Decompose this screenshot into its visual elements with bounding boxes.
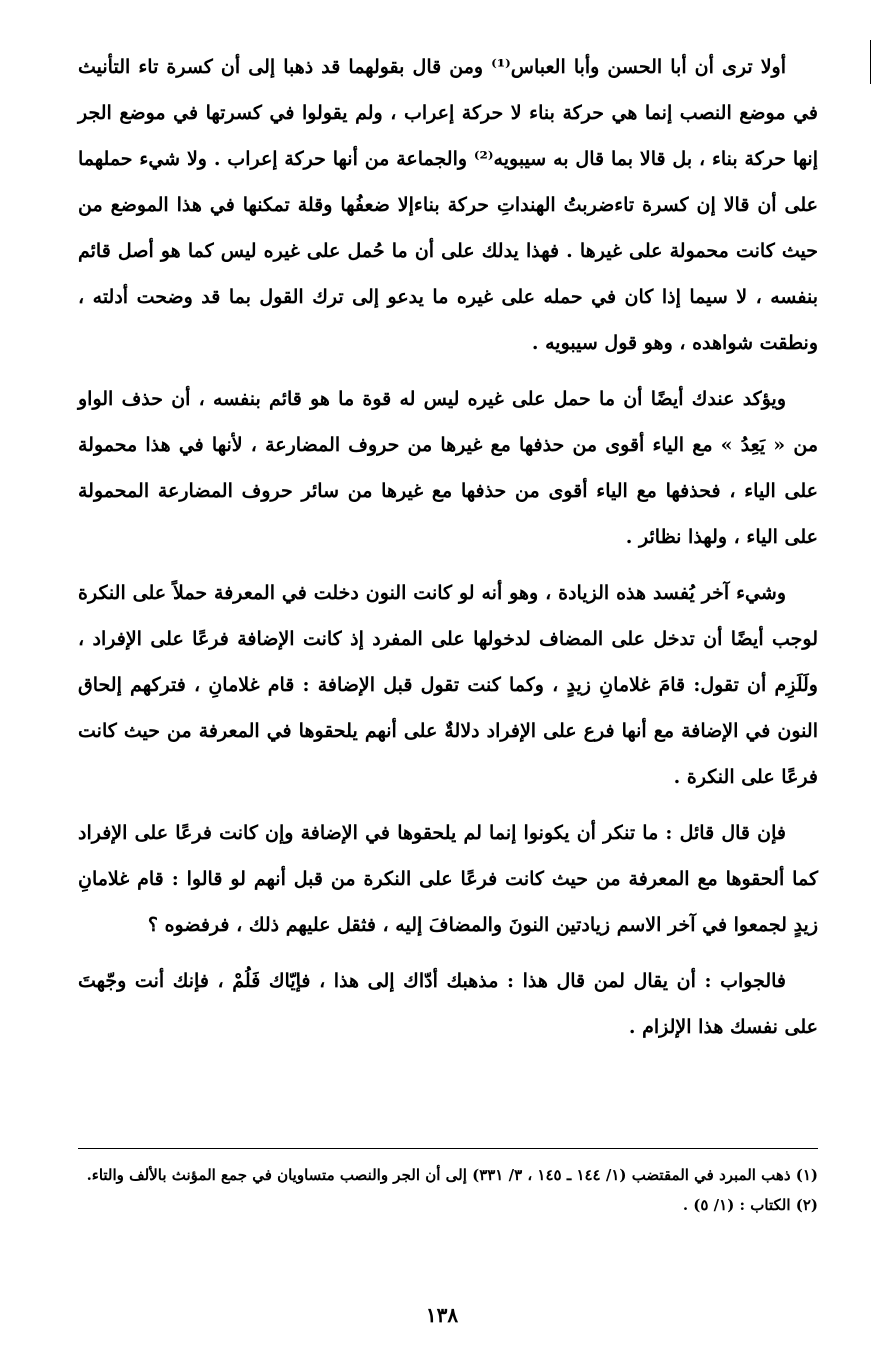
footnote-1: (١) ذهب المبرد في المقتضب (١/ ١٤٤ ـ ١٤٥ ، ٣/ ٣٣١) إلى أن الجر والنصب متساويان في جمع المؤنث بالألف والتاء.: [86, 1166, 818, 1184]
page-number: ١٣٨: [425, 1303, 459, 1327]
paragraph-5: فالجواب : أن يقال لمن قال هذا : مذهبك أدّاك إلى هذا ، فإيّاك فَلُمْ ، فإنك أنت وجّهتَ على نفسك هذا الإلزام .: [78, 970, 818, 1038]
margin-line: [870, 40, 871, 84]
paragraph-1: أولا ترى أن أبا الحسن وأبا العباس⁽¹⁾ ومن قال بقولهما قد ذهبا إلى أن كسرة تاء التأنيث في موضع النصب إنما هي حركة بناء لا حركة إعراب ، ولم يقولوا في كسرتها في موضع الجر إنها حركة بناء ، بل قالا بما قال به سيبويه⁽²⁾ والجماعة من أنها حركة إعراب . ولا شيء حملهما على أن قالا إن كسرة تاءضربتُ الهنداتِ حركة بناءإلا ضعفُها وقلة تمكنها في هذا الموضع من حيث كانت محمولة على غيرها . فهذا يدلك على أن ما حُمل على غيره ليس كما هو أصل قائم بنفسه ، لا سيما إذا كان في حمله على غيره ما يدعو إلى ترك القول بما قد وضحت أدلته ، ونطقت شواهده ، وهو قول سيبويه .: [78, 56, 818, 354]
footnote-2: (٢) الكتاب : (١/ ٥) .: [682, 1196, 818, 1214]
footnotes: [78, 1160, 818, 1220]
footnote-separator: [78, 1148, 818, 1149]
paragraph-3: وشيء آخر يُفسد هذه الزيادة ، وهو أنه لو كانت النون دخلت في المعرفة حملاً على النكرة لوجب أيضًا أن تدخل على المضاف لدخولها على المفرد إذ كانت الإضافة فرعًا على الإفراد ، ولَلَزِم أن تقول: قامَ غلامانِ زيدٍ ، وكما كنت تقول قبل الإضافة : قام غلامانِ ، فتركهم إلحاق النون في الإضافة مع أنها فرع على الإفراد دلالةٌ على أنهم يلحقوها في المعرفة من حيث كانت فرعًا على النكرة .: [78, 582, 818, 788]
main-text: [78, 44, 818, 1060]
paragraph-2: ويؤكد عندك أيضًا أن ما حمل على غيره ليس له قوة ما هو قائم بنفسه ، أن حذف الواو من « يَعِدُ » مع الياء أقوى من حذفها مع غيرها من حروف المضارعة ، لأنها في هذا محمولة على الياء ، فحذفها مع الياء أقوى من حذفها مع غيرها من سائر حروف المضارعة المحمولة على الياء ، ولهذا نظائر .: [78, 388, 818, 548]
paragraph-4: فإن قال قائل : ما تنكر أن يكونوا إنما لم يلحقوها في الإضافة وإن كانت فرعًا على الإفراد كما ألحقوها مع المعرفة من حيث كانت فرعًا على النكرة من قبل أنهم لو قالوا : قام غلامانِ زيدٍ لجمعوا في آخر الاسم زيادتين النونَ والمضافَ إليه ، فثقل عليهم ذلك ، فرفضوه ؟: [78, 822, 818, 936]
